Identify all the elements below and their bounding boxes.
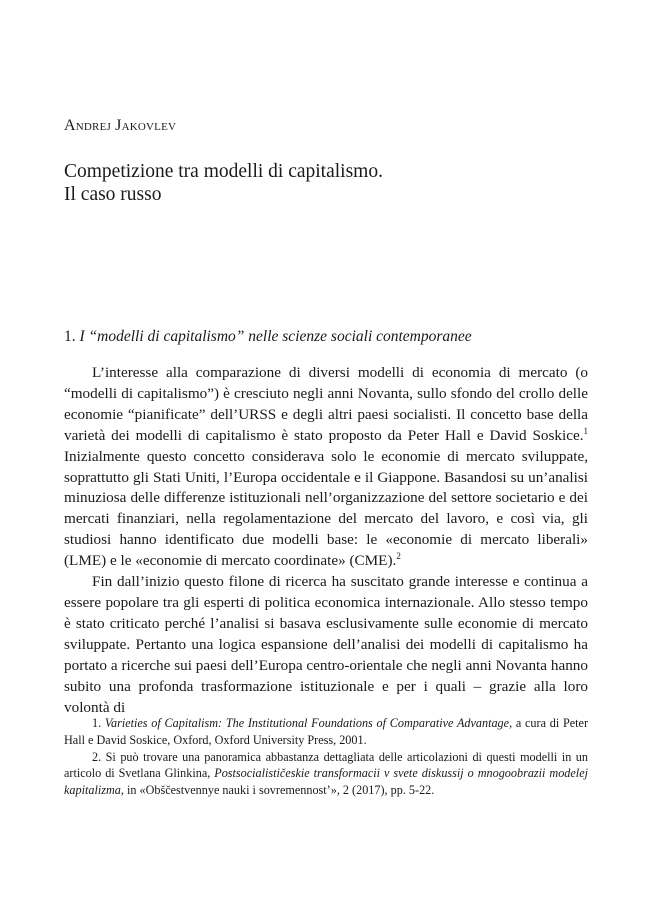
- footnote-1-number: 1.: [92, 716, 102, 730]
- author-name: Andrej Jakovlev: [64, 117, 177, 134]
- paragraph-1-part-a: L’interesse alla comparazione di diversi modelli di economia di mercato (o “modelli di capitalismo”) è cresciuto negli anni Novanta, sullo sfondo del crollo delle economie “pianificate” dell’URSS e degli altri paesi socialisti. Il concetto base della varietà dei modelli di capitalismo è stato proposto da Peter Hall e David Soskice.: [64, 364, 588, 444]
- paragraph-2: Fin dall’inizio questo filone di ricerca ha suscitato grande interesse e continua a essere popolare tra gli esperti di politica economica internazionale. Allo stesso tempo è stato criticato perché l’analisi si basava esclusivamente sulle economie di mercato sviluppate. Pertanto una logica espansione dell’analisi dei modelli di capitalismo ha portato a ricerche sui paesi dell’Europa centro-orientale che negli anni Novanta hanno subito una profonda trasformazione istituzionale e per i quali – grazie alla loro volontà di: [64, 573, 588, 716]
- chapter-title: [64, 160, 584, 206]
- footnotes: [64, 715, 588, 799]
- footnote-ref-2: 2: [396, 551, 401, 562]
- chapter-title-line-1: Competizione tra modelli di capitalismo.: [64, 161, 383, 182]
- footnote-2-text-a: Si può trovare una panoramica abbastanza dettagliata delle articolazioni di questi modelli in un articolo di Svetlana Glinkina,: [64, 749, 588, 781]
- body-text: [64, 363, 588, 718]
- footnote-1-details: , a cura di Peter Hall e David Soskice, Oxford, Oxford University Press, 2001.: [64, 716, 589, 747]
- footnote-2-text-b: , in «Obščestvennye nauki i sovremennost’», 2 (2017), pp. 5-22.: [120, 783, 435, 798]
- section-heading: [64, 328, 594, 346]
- section-heading-text: I “modelli di capitalismo” nelle scienze sociali contemporanee: [79, 328, 472, 345]
- footnote-ref-1: 1: [583, 425, 588, 436]
- section-number: 1.: [64, 328, 76, 345]
- paragraph-1-part-b: Inizialmente questo concetto considerava solo le economie di mercato sviluppate, soprattutto gli Stati Uniti, l’Europa occidentale e il Giappone. Basandosi su un’analisi minuziosa delle differenze istituzionali nell’organizzazione del settore societario e dei mercati finanziari, nella regolamentazione del mercato del lavoro, e così via, gli studiosi hanno identificato due modelli base: le «economie di mercato liberali» (LME) e le «economie di mercato coordinate» (CME).: [64, 447, 588, 570]
- footnote-1-book-title: Varieties of Capitalism: The Institutional Foundations of Comparative Advantage: [104, 716, 510, 730]
- footnote-2-number: 2.: [92, 749, 102, 764]
- footnote-1: [64, 715, 588, 749]
- footnote-2-article-title: Postsocialističeskie transformacii v svete diskussij o mnogoobrazii modelej kapitalizma: [64, 766, 588, 798]
- paragraph-1: [64, 363, 588, 572]
- footnote-2: [64, 749, 588, 799]
- chapter-title-line-2: Il caso russo: [64, 184, 162, 205]
